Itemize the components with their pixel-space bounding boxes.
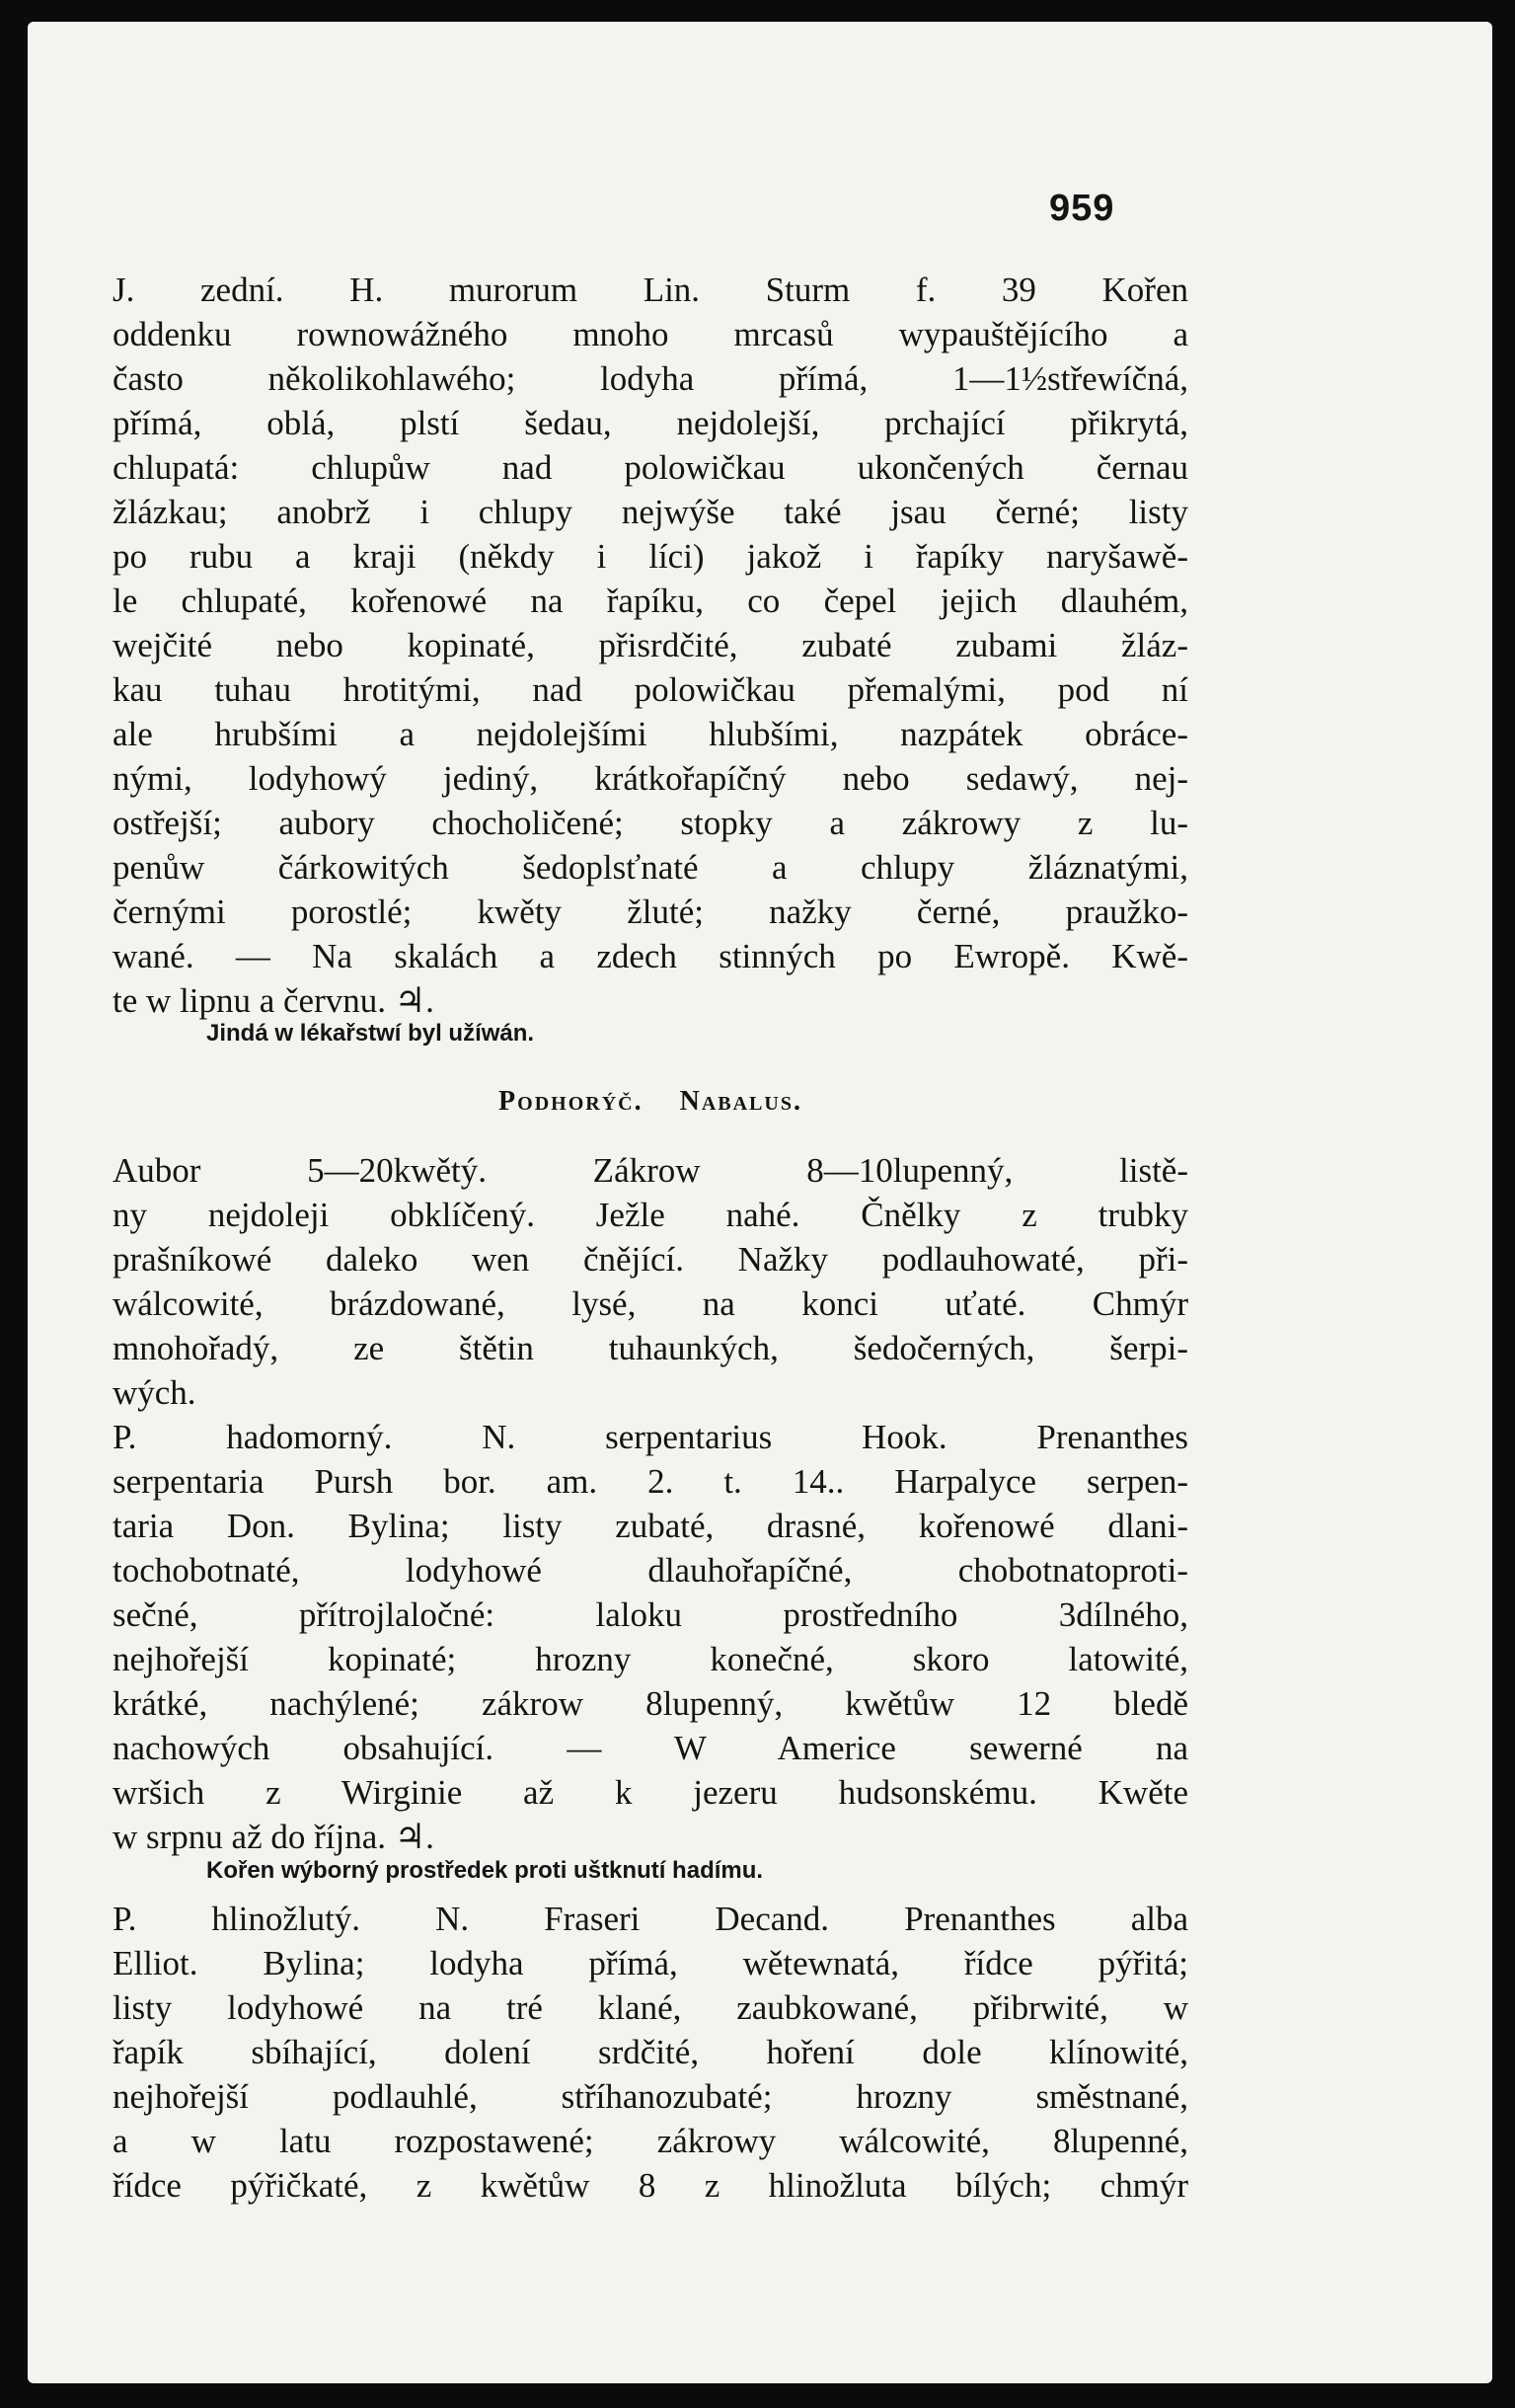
text-line: řapík sbíhající, dolení srdčité, hoření dole klínowité, bbox=[113, 2033, 1188, 2071]
text-line: serpentaria Pursh bor. am. 2. t. 14.. Harpalyce serpen- bbox=[113, 1462, 1188, 1501]
text-line: ale hrubšími a nejdolejšími hlubšími, nazpátek obráce- bbox=[113, 715, 1188, 753]
text-line: žlázkau; anobrž i chlupy nejwýše také jsau černé; listy bbox=[113, 493, 1188, 531]
text-line: listy lodyhowé na tré klané, zaubkowané, přibrwité, w bbox=[113, 1988, 1188, 2027]
text-line: te w lipnu a červnu. ♃. bbox=[113, 981, 434, 1020]
text-line: wálcowité, brázdowané, lysé, na konci uťaté. Chmýr bbox=[113, 1284, 1188, 1323]
book-page bbox=[28, 22, 1492, 2383]
genus-heading-czech: Podhorýč. bbox=[498, 1086, 644, 1117]
text-line: wané. — Na skalách a zdech stinných po Ewropě. Kwě- bbox=[113, 937, 1188, 975]
text-line: penůw čárkowitých šedoplsťnaté a chlupy žláznatými, bbox=[113, 848, 1188, 887]
text-line: wršich z Wirginie až k jezeru hudsonskému. Kwěte bbox=[113, 1773, 1188, 1812]
text-line: chlupatá: chlupůw nad polowičkau ukončených černau bbox=[113, 448, 1188, 487]
text-line: wých. bbox=[113, 1373, 196, 1412]
text-line: ny nejdoleji obklíčený. Ježle nahé. Čnělky z trubky bbox=[113, 1196, 1188, 1234]
page-number: 959 bbox=[1049, 188, 1115, 229]
text-line: mnohořadý, ze štětin tuhaunkých, šedočerných, šerpi- bbox=[113, 1329, 1188, 1367]
text-line: Aubor 5—20kwětý. Zákrow 8—10lupenný, listě- bbox=[113, 1151, 1188, 1190]
text-line: J. zední. H. murorum Lin. Sturm f. 39 Kořen bbox=[113, 271, 1188, 309]
text-line: černými porostlé; kwěty žluté; nažky černé, praužko- bbox=[113, 893, 1188, 931]
text-line: P. hlinožlutý. N. Fraseri Decand. Prenanthes alba bbox=[113, 1900, 1188, 1938]
text-line: nými, lodyhowý jediný, krátkořapíčný nebo sedawý, nej- bbox=[113, 759, 1188, 798]
text-line: nejhořejší podlauhlé, stříhanozubaté; hrozny směstnané, bbox=[113, 2077, 1188, 2116]
text-line: Elliot. Bylina; lodyha přímá, wětewnatá, řídce pýřitá; bbox=[113, 1944, 1188, 1982]
genus-heading bbox=[113, 1082, 1188, 1122]
text-line: ostřejší; aubory chocholičené; stopky a zákrowy z lu- bbox=[113, 804, 1188, 842]
text-line: wejčité nebo kopinaté, přisrdčité, zubaté zubami žláz- bbox=[113, 626, 1188, 664]
text-line: přímá, oblá, plstí šedau, nejdolejší, prchající přikrytá, bbox=[113, 404, 1188, 442]
genus-heading-latin: Nabalus. bbox=[679, 1086, 802, 1117]
text-line: le chlupaté, kořenowé na řapíku, co čepel jejich dlauhém, bbox=[113, 582, 1188, 620]
footnote-antidote: Kořen wýborný prostředek proti uštknutí hadímu. bbox=[206, 1857, 764, 1884]
footnote-usage: Jindá w lékařstwí byl užíwán. bbox=[206, 1020, 535, 1047]
text-line: tochobotnaté, lodyhowé dlauhořapíčné, chobotnatoproti- bbox=[113, 1551, 1188, 1590]
text-line: po rubu a kraji (někdy i líci) jakož i řapíky naryšawě- bbox=[113, 537, 1188, 576]
text-line: sečné, přítrojlaločné: laloku prostředního 3dílného, bbox=[113, 1595, 1188, 1634]
text-line: nachowých obsahující. — W Americe sewerné na bbox=[113, 1729, 1188, 1767]
text-line: krátké, nachýlené; zákrow 8lupenný, kwětůw 12 bledě bbox=[113, 1684, 1188, 1723]
text-line: kau tuhau hrotitými, nad polowičkau přemalými, pod ní bbox=[113, 670, 1188, 709]
text-line: a w latu rozpostawené; zákrowy wálcowité, 8lupenné, bbox=[113, 2122, 1188, 2160]
text-line: nejhořejší kopinaté; hrozny konečné, skoro latowité, bbox=[113, 1640, 1188, 1678]
text-line: oddenku rownowážného mnoho mrcasů wypauštějícího a bbox=[113, 315, 1188, 353]
text-line: P. hadomorný. N. serpentarius Hook. Prenanthes bbox=[113, 1418, 1188, 1456]
text-line: řídce pýřičkaté, z kwětůw 8 z hlinožluta bílých; chmýr bbox=[113, 2166, 1188, 2205]
text-line: w srpnu až do října. ♃. bbox=[113, 1818, 434, 1856]
text-line: prašníkowé daleko wen čnějící. Nažky podlauhowaté, při- bbox=[113, 1240, 1188, 1279]
text-line: často několikohlawého; lodyha přímá, 1—1½střewíčná, bbox=[113, 359, 1188, 398]
text-line: taria Don. Bylina; listy zubaté, drasné, kořenowé dlani- bbox=[113, 1507, 1188, 1545]
